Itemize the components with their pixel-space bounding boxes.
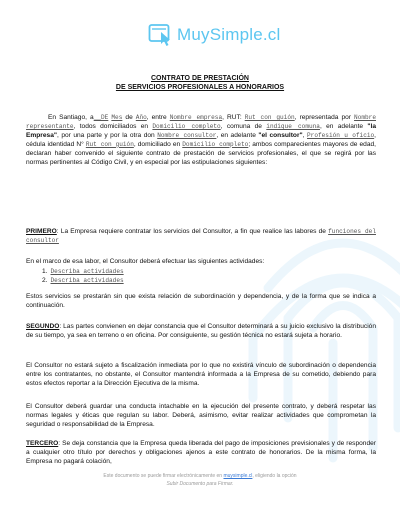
list-item: 2. Describa actividades — [42, 276, 124, 284]
field-dia[interactable]: __DE — [93, 114, 109, 121]
clause-primero: PRIMERO: La Empresa requiere contratar los servicios del Consultor, a fin que realice las labores de funciones del consultor — [26, 228, 376, 244]
field-mes[interactable]: Mes — [111, 114, 123, 121]
cursor-box-icon — [148, 23, 174, 47]
document-title-line1: CONTRATO DE PRESTACIÓN — [150, 75, 249, 82]
field-actividad-2[interactable]: Describa actividades — [50, 276, 124, 284]
intro-paragraph: En Santiago, a__DE Mes de Año, entre Nombre empresa, RUT: Rut con guión, representada por Nombre representante, todos domiciliados en Domicilio completo, comuna de indique comuna, en adelante "la Empresa", por una parte y por la otra don Nombre consultor, en adelante "el consultor", Profesión u oficio, cédula identidad N° Rut con guión, domiciliado en Domicilio completo; ambos comparecientes mayores de edad, declaran haber convenido el siguiente contrato de prestación de servicios profesionales, el que se regirá por las normas pertinentes al Código Civil, y en especial por las estipulaciones siguientes: — [26, 114, 377, 166]
list-item: 1. Describa actividades — [42, 268, 124, 275]
logo-text: MuySimple.cl — [177, 25, 281, 44]
field-funciones-consultor[interactable]: funciones del consultor — [26, 228, 376, 244]
activities-list — [42, 268, 124, 286]
clause-segundo: SEGUNDO: Las partes convienen en dejar constancia que el Consultor determinará a su juicio exclusivo la distribución de su tiempo, ya sea en terreno o en oficina. Por consiguiente, su gestión técnica no estará sujeta a horario. — [26, 323, 376, 339]
field-rut-consultor[interactable]: Rut con guión — [85, 140, 134, 148]
footer-note: Este documento se puede firmar electrónicamente en muysimple.cl, eligiendo la opción — [103, 473, 297, 479]
field-nombre-consultor[interactable]: Nombre consultor — [157, 131, 217, 139]
clause-tercero: TERCERO: Se deja constancia que la Empresa queda liberada del pago de imposiciones previsionales y de responder a cualquier otro título por derechos y obligaciones ajenos a este contrato de honorarios. De la misma forma, la Empresa no pagará colación, — [26, 440, 376, 465]
paragraph-conducta: El Consultor deberá guardar una conducta intachable en la ejecución del presente contrato, y deberá respetar las normas legales y éticas que regulan su labor. Deberá, asimismo, evitar realizar actividades que comprometan la seguridad o responsabilidad de la Empresa. — [26, 403, 376, 428]
muysimple-logo[interactable] — [148, 20, 280, 50]
field-representante[interactable]: Nombre representante — [26, 114, 376, 130]
field-profesion[interactable]: Profesión u oficio — [307, 131, 375, 139]
activities-intro: En el marco de esa labor, el Consultor deberá efectuar las siguientes actividades: — [26, 258, 265, 265]
field-actividad-1[interactable]: Describa actividades — [50, 268, 124, 275]
muysimple-link[interactable]: muysimple.cl — [223, 473, 253, 479]
field-comuna[interactable]: indique comuna — [266, 122, 320, 130]
field-domicilio-consultor[interactable]: Domicilio completo — [182, 140, 249, 148]
paragraph-fiscalizacion: El Consultor no estará sujeto a fiscalización inmediata por lo que no existirá vínculo de subordinación o dependencia entre los contratantes, no obstante, el Consultor mantendrá informada a la Empresa de su cometido, debiendo para estos efectos reportar a la Dirección Ejecutiva de la misma. — [26, 362, 376, 387]
clause-label: TERCERO — [26, 440, 59, 447]
paragraph-subordinacion: Estos servicios se prestarán sin que exista relación de subordinación y dependencia, y de la forma que se indica a continuación. — [26, 293, 376, 309]
field-rut-empresa[interactable]: Rut con guión — [244, 114, 295, 121]
document-title-line2: DE SERVICIOS PROFESIONALES A HONORARIOS — [115, 84, 285, 91]
clause-label: PRIMERO — [26, 228, 57, 235]
field-nombre-empresa[interactable]: Nombre empresa — [169, 114, 223, 121]
field-ano[interactable]: Año — [135, 114, 147, 121]
field-domicilio-empresa[interactable]: Domicilio completo — [152, 122, 221, 130]
clause-label: SEGUNDO — [26, 323, 60, 330]
footer-upload-option: Subir Documento para Firmar. — [166, 481, 234, 487]
